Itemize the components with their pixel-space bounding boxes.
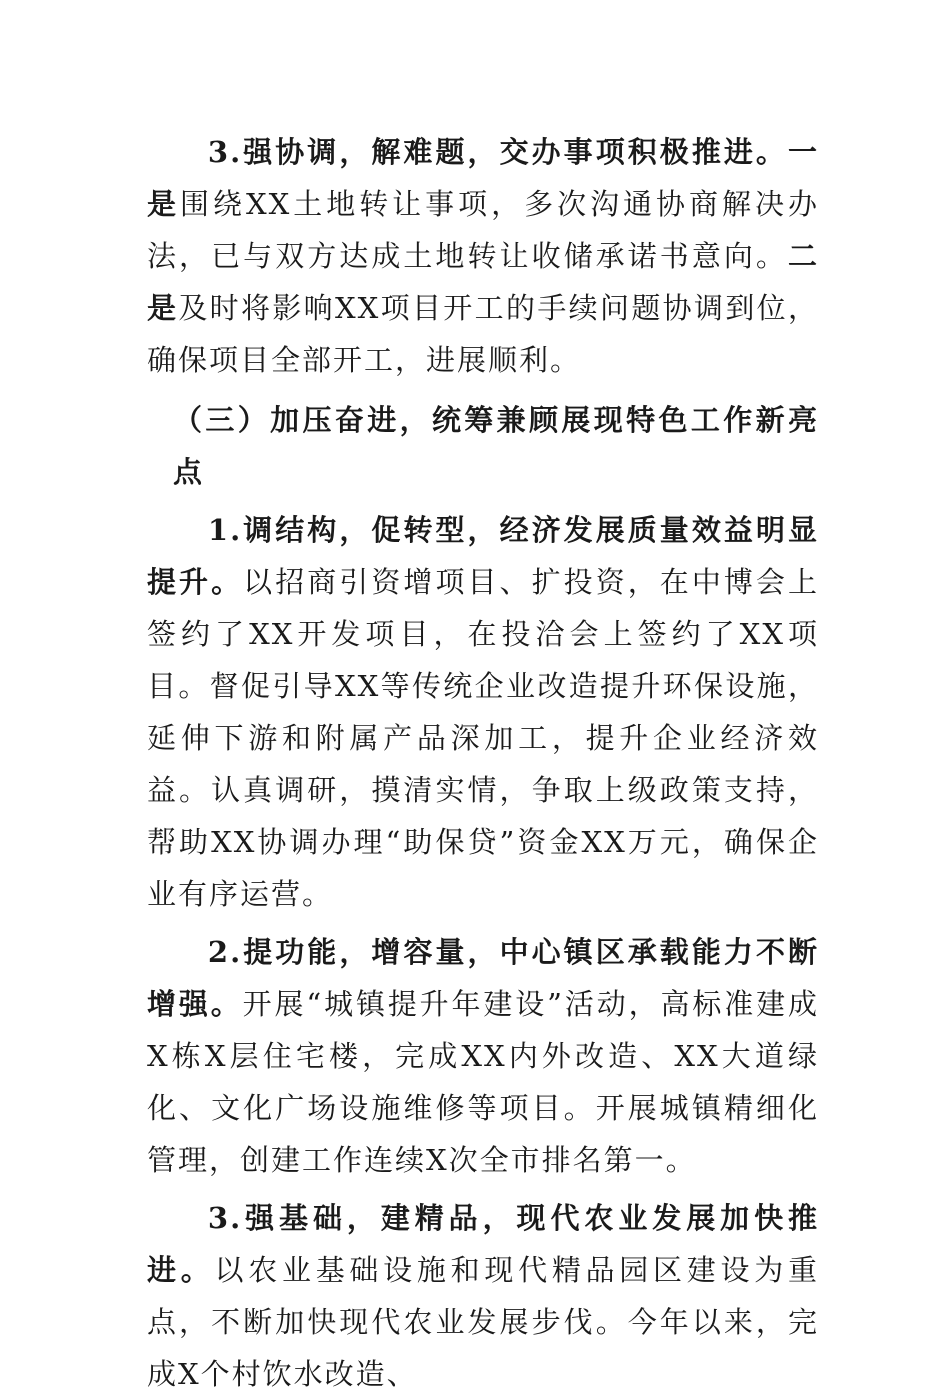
section-heading-text: （三）加压奋进，统筹兼顾展现特色工作新亮点	[173, 403, 819, 489]
heading-function: 2.提功能，增容量，中心镇区承载能力不断增强。	[147, 935, 819, 1021]
function-text: 开展“城镇提升年建设”活动，高标准建成X栋X层住宅楼，完成XX内外改造、XX大道绿化、文化广场设施维修等项目。开展城镇精细化管理，创建工作连续X次全市排名第一。	[147, 987, 819, 1177]
section-heading-three	[147, 394, 819, 498]
second-point-text: 及时将影响XX项目开工的手续问题协调到位，确保项目全部开工，进展顺利。	[147, 291, 819, 377]
first-point-marker: 一是	[147, 135, 819, 221]
paragraph-structure	[147, 504, 819, 920]
agriculture-text: 以农业基础设施和现代精品园区建设为重点，不断加快现代农业发展步伐。今年以来，完成X个村饮水改造、	[147, 1253, 819, 1391]
document-body	[147, 126, 819, 1400]
second-point-marker: 二是	[147, 239, 819, 325]
first-point-text: 围绕XX土地转让事项，多次沟通协商解决办法，已与双方达成土地转让收储承诺书意向。	[147, 187, 819, 273]
heading-agriculture: 3.强基础，建精品，现代农业发展加快推进。	[147, 1201, 819, 1287]
structure-text: 以招商引资增项目、扩投资，在中博会上签约了XX开发项目，在投洽会上签约了XX项目。督促引导XX等传统企业改造提升环保设施，延伸下游和附属产品深加工，提升企业经济效益。认真调研，摸清实情，争取上级政策支持，帮助XX协调办理“助保贷”资金XX万元，确保企业有序运营。	[147, 565, 819, 911]
paragraph-coordination	[147, 126, 819, 386]
heading-structure: 1.调结构，促转型，经济发展质量效益明显提升。	[147, 513, 819, 599]
paragraph-agriculture	[147, 1192, 819, 1400]
paragraph-function	[147, 926, 819, 1186]
heading-coordination: 3.强协调，解难题，交办事项积极推进。	[207, 135, 788, 169]
